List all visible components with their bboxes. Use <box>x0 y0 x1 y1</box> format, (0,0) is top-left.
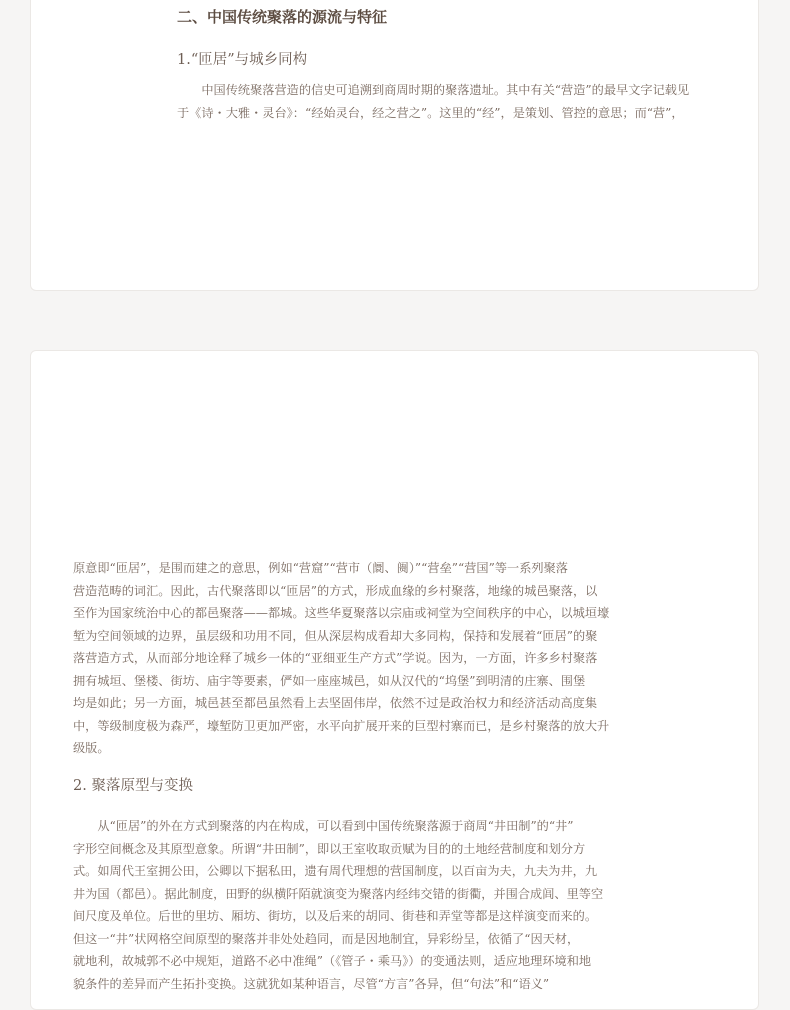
paragraph-line: 至作为国家统治中心的都邑聚落——都城。这些华夏聚落以宗庙或祠堂为空间秩序的中心，以城垣壕 <box>73 606 610 620</box>
paragraph-line: 间尺度及单位。后世的里坊、厢坊、街坊，以及后来的胡同、街巷和弄堂等都是这样演变而来的。 <box>73 909 598 923</box>
paragraph-line: 均是如此；另一方面，城邑甚至都邑虽然看上去坚固伟岸，依然不过是政治权力和经济活动高度集 <box>73 696 598 710</box>
paragraph-line: 井为国（都邑）。据此制度，田野的纵横阡陌就演变为聚落内经纬交错的街衢，并围合成闾、里等空 <box>73 886 604 901</box>
paragraph-line: 中国传统聚落营造的信史可追溯到商周时期的聚落遗址。其中有关“营造”的最早文字记载见 <box>177 83 690 97</box>
paragraph-prototype <box>73 815 618 995</box>
paragraph-line: 于《诗・大雅・灵台》：“经始灵台，经之营之”。这里的“经”，是策划、管控的意思；而“营”， <box>177 105 684 120</box>
paragraph-line: 落营造方式，从而部分地诠释了城乡一体的“亚细亚生产方式”学说。因为，一方面，许多乡村聚落 <box>73 651 598 665</box>
paragraph-line: 貌条件的差异而产生拓扑变换。这就犹如某种语言，尽管“方言”各异，但“句法”和“语义” <box>73 976 550 991</box>
paragraph-line: 级版。 <box>73 741 110 755</box>
paragraph-line: 就地利，故城郭不必中规矩，道路不必中准绳”（《管子・乘马》）的变通法则，适应地理环境和地 <box>73 954 592 968</box>
paragraph-line: 拥有城垣、堡楼、街坊、庙宇等要素，俨如一座座城邑，如从汉代的“坞堡”到明清的庄寨、围堡 <box>73 673 586 688</box>
paragraph-line: 式。如周代王室拥公田，公卿以下据私田，遗有周代理想的营国制度，以百亩为夫，九夫为井，九 <box>73 864 598 878</box>
paragraph-line: 原意即“匝居”，是围而建之的意思，例如“营窟”“营市（阛、阓）”“营垒”“营国”等一系列聚落 <box>73 561 568 575</box>
paragraph-line: 中，等级制度极为森严，壕堑防卫更加严密，水平向扩展开来的巨型村寨而已，是乡村聚落的放大升 <box>73 718 610 733</box>
paragraph-line: 但这一“井”状网格空间原型的聚落并非处处趋同，而是因地制宜，异彩纷呈，依循了“因天材， <box>73 931 580 946</box>
page-1 <box>30 0 759 291</box>
page-2 <box>30 350 759 1010</box>
paragraph-line: 从“匝居”的外在方式到聚落的内在构成，可以看到中国传统聚落源于商周“井田制”的“井” <box>73 819 574 833</box>
subsection-title-1: 1.“匝居”与城乡同构 <box>177 52 308 68</box>
section-title: 二、中国传统聚落的源流与特征 <box>177 8 388 26</box>
paragraph-zaju <box>73 557 618 760</box>
paragraph-intro <box>177 79 720 124</box>
paragraph-line: 堑为空间领域的边界，虽层级和功用不同，但从深层构成看却大多同构，保持和发展着“匝居”的聚 <box>73 628 598 643</box>
paragraph-line: 字形空间概念及其原型意象。所谓“井田制”，即以王室收取贡赋为目的的土地经营制度和划分方 <box>73 841 586 856</box>
subsection-title-2: 2. 聚落原型与变换 <box>73 778 193 794</box>
paragraph-line: 营造范畴的词汇。因此，古代聚落即以“匝居”的方式，形成血缘的乡村聚落，地缘的城邑聚落，以 <box>73 583 598 598</box>
